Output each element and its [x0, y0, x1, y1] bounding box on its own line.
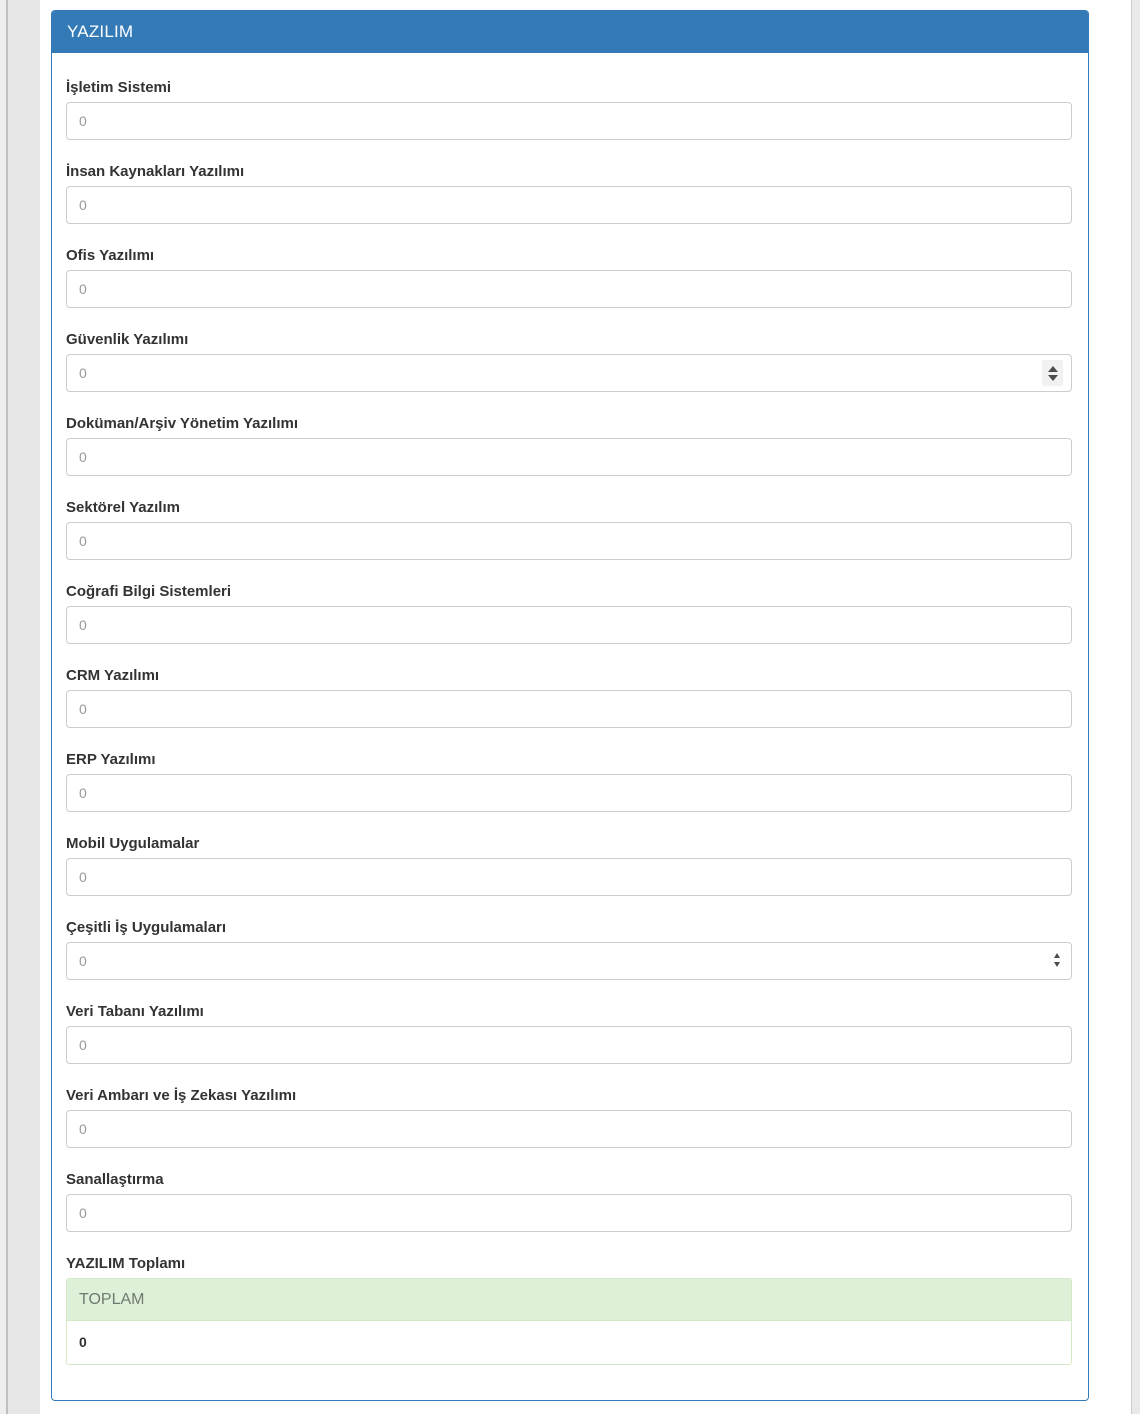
field-label: Ofis Yazılımı: [66, 247, 155, 264]
field-label: Çeşitli İş Uygulamaları: [66, 919, 227, 936]
field-input[interactable]: [66, 102, 1072, 140]
field-input[interactable]: [66, 354, 1072, 392]
field-input-wrap: [66, 270, 1072, 308]
page-right-gutter: [1131, 0, 1140, 1414]
form-field: [66, 1171, 1072, 1232]
spinner-down-icon[interactable]: [1054, 962, 1060, 967]
panel-header: [52, 11, 1088, 53]
total-table: [66, 1278, 1072, 1365]
field-label: Mobil Uygulamalar: [66, 835, 200, 852]
field-label: Coğrafi Bilgi Sistemleri: [66, 583, 232, 600]
field-input[interactable]: [66, 438, 1072, 476]
field-input[interactable]: [66, 858, 1072, 896]
field-input[interactable]: [66, 690, 1072, 728]
field-input[interactable]: [66, 774, 1072, 812]
spinner-up-icon[interactable]: [1054, 953, 1060, 958]
field-input[interactable]: [66, 1110, 1072, 1148]
field-input[interactable]: [66, 270, 1072, 308]
field-input-wrap: [66, 1026, 1072, 1064]
field-input[interactable]: [66, 1026, 1072, 1064]
field-input-wrap: [66, 438, 1072, 476]
software-panel: [51, 10, 1089, 1401]
form-field: [66, 1087, 1072, 1148]
field-label: Veri Tabanı Yazılımı: [66, 1003, 204, 1020]
form-field: [66, 751, 1072, 812]
field-label: Sanallaştırma: [66, 1171, 164, 1188]
field-label: Veri Ambarı ve İş Zekası Yazılımı: [66, 1087, 297, 1104]
field-input-wrap: [66, 858, 1072, 896]
spinner-down-icon[interactable]: [1048, 375, 1058, 381]
field-input-wrap: [66, 1194, 1072, 1232]
total-group: [66, 1255, 1072, 1365]
field-label: İnsan Kaynakları Yazılımı: [66, 163, 245, 180]
form-field: [66, 415, 1072, 476]
field-input-wrap: [66, 186, 1072, 224]
field-label: CRM Yazılımı: [66, 667, 160, 684]
field-label: İşletim Sistemi: [66, 79, 172, 96]
field-input[interactable]: [66, 186, 1072, 224]
field-input[interactable]: [66, 606, 1072, 644]
form-field: [66, 667, 1072, 728]
form-field: [66, 919, 1072, 980]
field-input[interactable]: [66, 942, 1072, 980]
page-left-gutter: [0, 0, 8, 1414]
panel-body: [52, 53, 1088, 1400]
number-spinner-icon[interactable]: [1042, 360, 1063, 386]
form-field: [66, 331, 1072, 392]
field-label: Sektörel Yazılım: [66, 499, 180, 516]
content-wrapper: [40, 0, 1131, 1414]
panel-title: YAZILIM: [67, 22, 134, 41]
number-spinner-icon[interactable]: [1054, 953, 1060, 967]
form-field: [66, 79, 1072, 140]
form-field: [66, 247, 1072, 308]
field-input-wrap: [66, 774, 1072, 812]
field-label: Güvenlik Yazılımı: [66, 331, 189, 348]
form-field: [66, 583, 1072, 644]
field-label: Doküman/Arşiv Yönetim Yazılımı: [66, 415, 299, 432]
form-field: [66, 163, 1072, 224]
field-input-wrap: [66, 606, 1072, 644]
field-input-wrap: [66, 942, 1072, 980]
total-value: 0: [67, 1321, 1071, 1364]
field-input-wrap: [66, 354, 1072, 392]
field-label: ERP Yazılımı: [66, 751, 156, 768]
field-input[interactable]: [66, 522, 1072, 560]
fields-container: [66, 79, 1072, 1232]
field-input-wrap: [66, 522, 1072, 560]
field-input-wrap: [66, 102, 1072, 140]
form-field: [66, 1003, 1072, 1064]
field-input-wrap: [66, 690, 1072, 728]
form-field: [66, 499, 1072, 560]
total-label: YAZILIM Toplamı: [66, 1255, 186, 1272]
field-input[interactable]: [66, 1194, 1072, 1232]
field-input-wrap: [66, 1110, 1072, 1148]
form-field: [66, 835, 1072, 896]
total-table-header: TOPLAM: [67, 1279, 1071, 1321]
spinner-up-icon[interactable]: [1048, 366, 1058, 372]
